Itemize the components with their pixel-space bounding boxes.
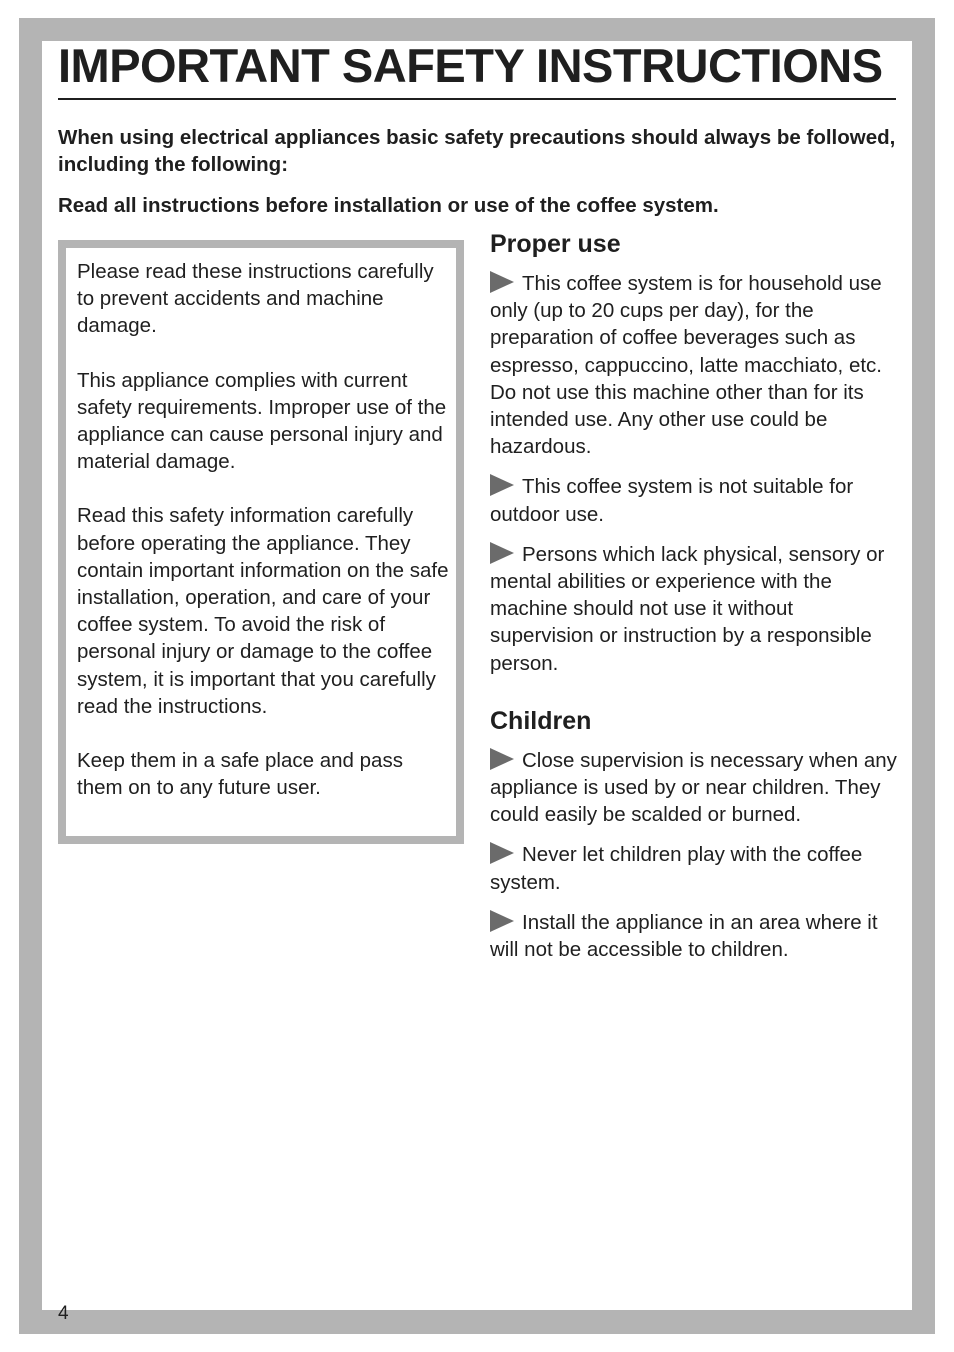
- info-paragraph: Please read these instructions carefully to prevent accidents and machine damage.: [77, 260, 434, 338]
- arrow-right-icon: [490, 474, 514, 496]
- info-paragraph: This appliance complies with current safety requirements. Improper use of the appliance can cause personal injury and material damage.: [77, 368, 447, 474]
- section-heading-proper-use: Proper use: [490, 230, 621, 258]
- arrow-right-icon: [490, 842, 514, 864]
- item-text: Install the appliance in an area where it will not be accessible to children.: [490, 910, 878, 962]
- info-box-content: [66, 248, 456, 836]
- list-item: [490, 473, 900, 527]
- item-text: Close supervision is necessary when any appliance is used by or near children. They could easily be scalded or burned.: [490, 748, 897, 827]
- page-number: 4: [58, 1303, 69, 1324]
- info-paragraph: Keep them in a safe place and pass them on to any future user.: [77, 749, 403, 800]
- item-note: Do not use this machine other than for its intended use. Any other use could be hazardous.: [490, 380, 864, 459]
- info-box: [58, 240, 464, 844]
- info-paragraph: Read this safety information carefully before operating the appliance. They contain important information on the safe installation, operation, and care of your coffee system. To avoid the risk of personal injury or damage to the coffee system, it is important that you carefully read the instructions.: [77, 504, 449, 718]
- item-text: This coffee system is not suitable for outdoor use.: [490, 475, 854, 526]
- list-item: [490, 747, 900, 829]
- page-frame-bottom: [19, 1310, 935, 1334]
- list-item: [490, 841, 900, 895]
- arrow-right-icon: [490, 271, 514, 293]
- list-item: [490, 270, 900, 460]
- item-text: Never let children play with the coffee system.: [490, 843, 863, 894]
- page-title: IMPORTANT SAFETY INSTRUCTIONS: [58, 38, 896, 100]
- page-frame-left: [19, 18, 42, 1334]
- list-item: [490, 909, 900, 963]
- arrow-right-icon: [490, 910, 514, 932]
- right-column: [490, 228, 900, 976]
- intro-read-instructions: Read all instructions before installation or use of the coffee system.: [58, 194, 719, 217]
- arrow-right-icon: [490, 542, 514, 564]
- intro-precautions: When using electrical appliances basic safety precautions should always be followed, including the following:: [58, 126, 896, 176]
- page-frame-right: [912, 18, 935, 1334]
- list-item: [490, 541, 900, 677]
- item-text: Persons which lack physical, sensory or mental abilities or experience with the machine should not use it without supervision or instruction by a responsible person.: [490, 542, 885, 675]
- item-text: This coffee system is for household use only (up to 20 cups per day), for the preparation of coffee beverages such as espresso, cappuccino, latte macchiato, etc.: [490, 272, 882, 377]
- arrow-right-icon: [490, 748, 514, 770]
- section-heading-children: Children: [490, 706, 592, 735]
